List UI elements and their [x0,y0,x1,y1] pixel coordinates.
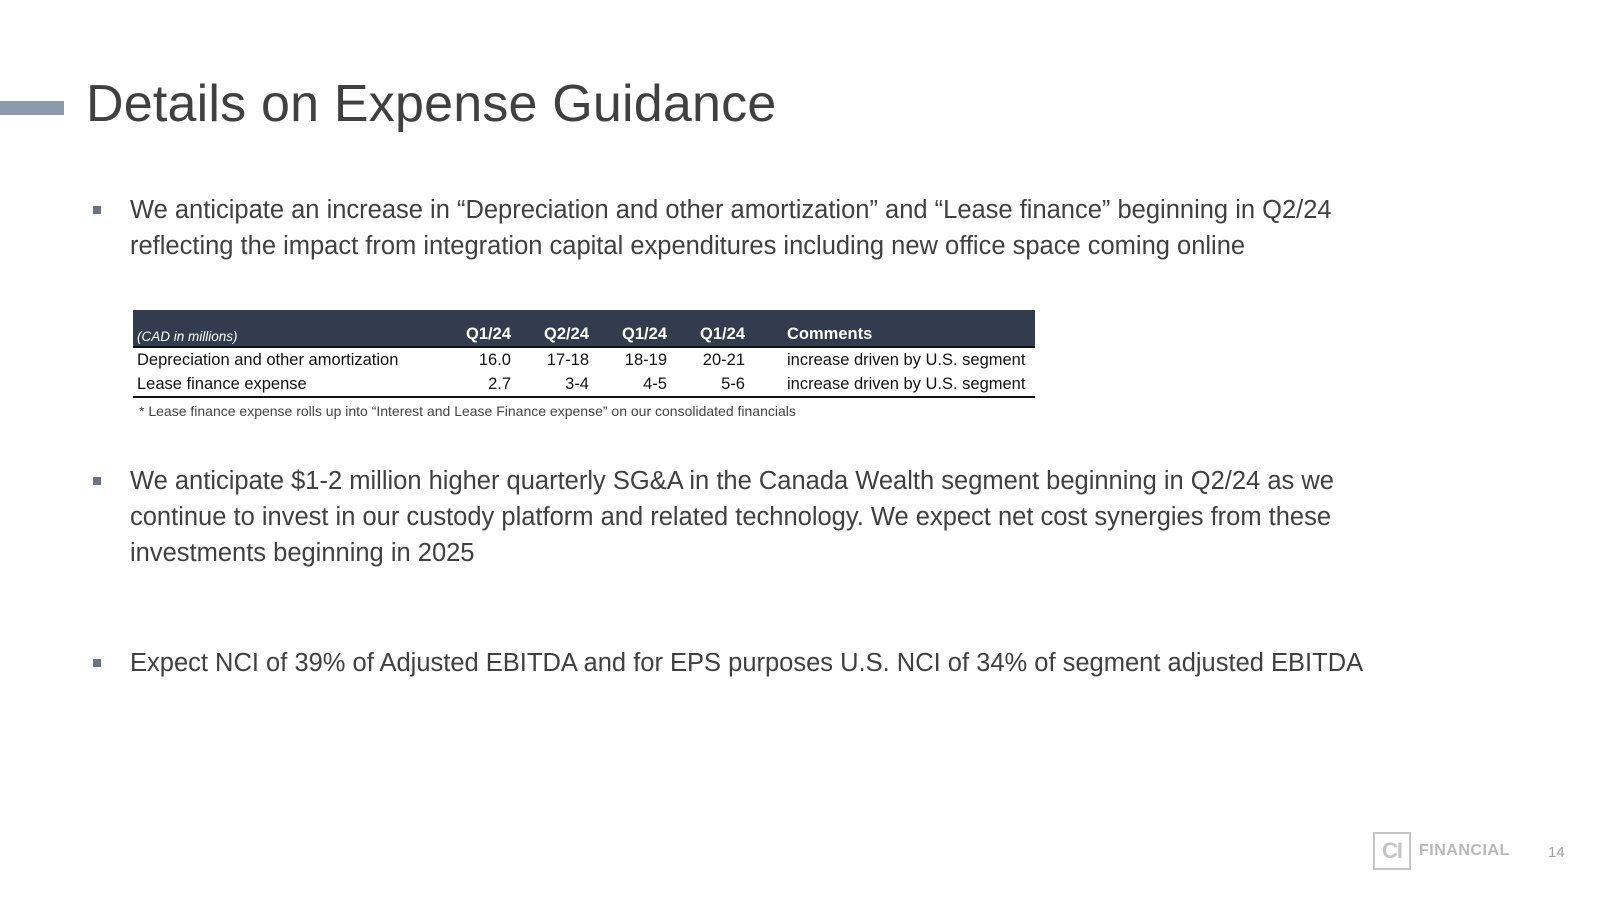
bullet-marker-icon [93,659,101,667]
row-comment: increase driven by U.S. segment [749,372,1035,397]
row-comment: increase driven by U.S. segment [787,350,1026,369]
table-cell: 4-5 [593,372,671,397]
ci-logo-mark: CI [1373,832,1411,870]
table-cell: 20-21 [702,350,745,369]
table-cell: 16.0 [478,350,511,369]
bullet-marker-icon [93,477,101,485]
table-cell: 17-18 [546,350,589,369]
title-accent-bar [0,101,64,115]
bullet-text: We anticipate $1-2 million higher quarterly SG&A in the Canada Wealth segment beginning in Q2/24 as we continue to invest in our custody platform and related technology. We expect net cost synergies from these investments beginning in 2025 [130,467,1334,567]
bullet-sga [92,463,1392,571]
table-row [133,372,1035,397]
table-cell: 3-4 [515,372,593,397]
table-header-row [133,310,1035,347]
table-cell: 2.7 [441,372,515,397]
expense-guidance-table [133,310,1035,398]
page-number: 14 [1548,844,1565,861]
bullet-text: Expect NCI of 39% of Adjusted EBITDA and for EPS purposes U.S. NCI of 34% of segment adjusted EBITDA [130,649,1364,677]
slide-title: Details on Expense Guidance [86,75,777,133]
table-row [133,347,1035,372]
ci-financial-logo [1373,832,1510,870]
bullet-nci [92,645,1392,681]
column-header-comments: Comments [749,310,1035,347]
row-label: Depreciation and other amortization [137,350,399,369]
table-footnote: * Lease finance expense rolls up into “Interest and Lease Finance expense” on our consolidated financials [139,403,796,419]
column-header: Q2/24 [515,310,593,347]
table-cell: 5-6 [671,372,749,397]
table-units-label: (CAD in millions) [133,310,441,347]
bullet-marker-icon [93,206,101,214]
table-cell: 18-19 [624,350,667,369]
bullet-depreciation [92,192,1392,264]
column-header: Q1/24 [441,310,515,347]
logo-wordmark: FINANCIAL [1419,842,1510,859]
column-header: Q1/24 [593,310,671,347]
column-header: Q1/24 [671,310,749,347]
row-label: Lease finance expense [133,372,441,397]
bullet-text: We anticipate an increase in “Depreciation and other amortization” and “Lease finance” beginning in Q2/24 reflecting the impact from integration capital expenditures including new office space coming online [130,196,1332,260]
